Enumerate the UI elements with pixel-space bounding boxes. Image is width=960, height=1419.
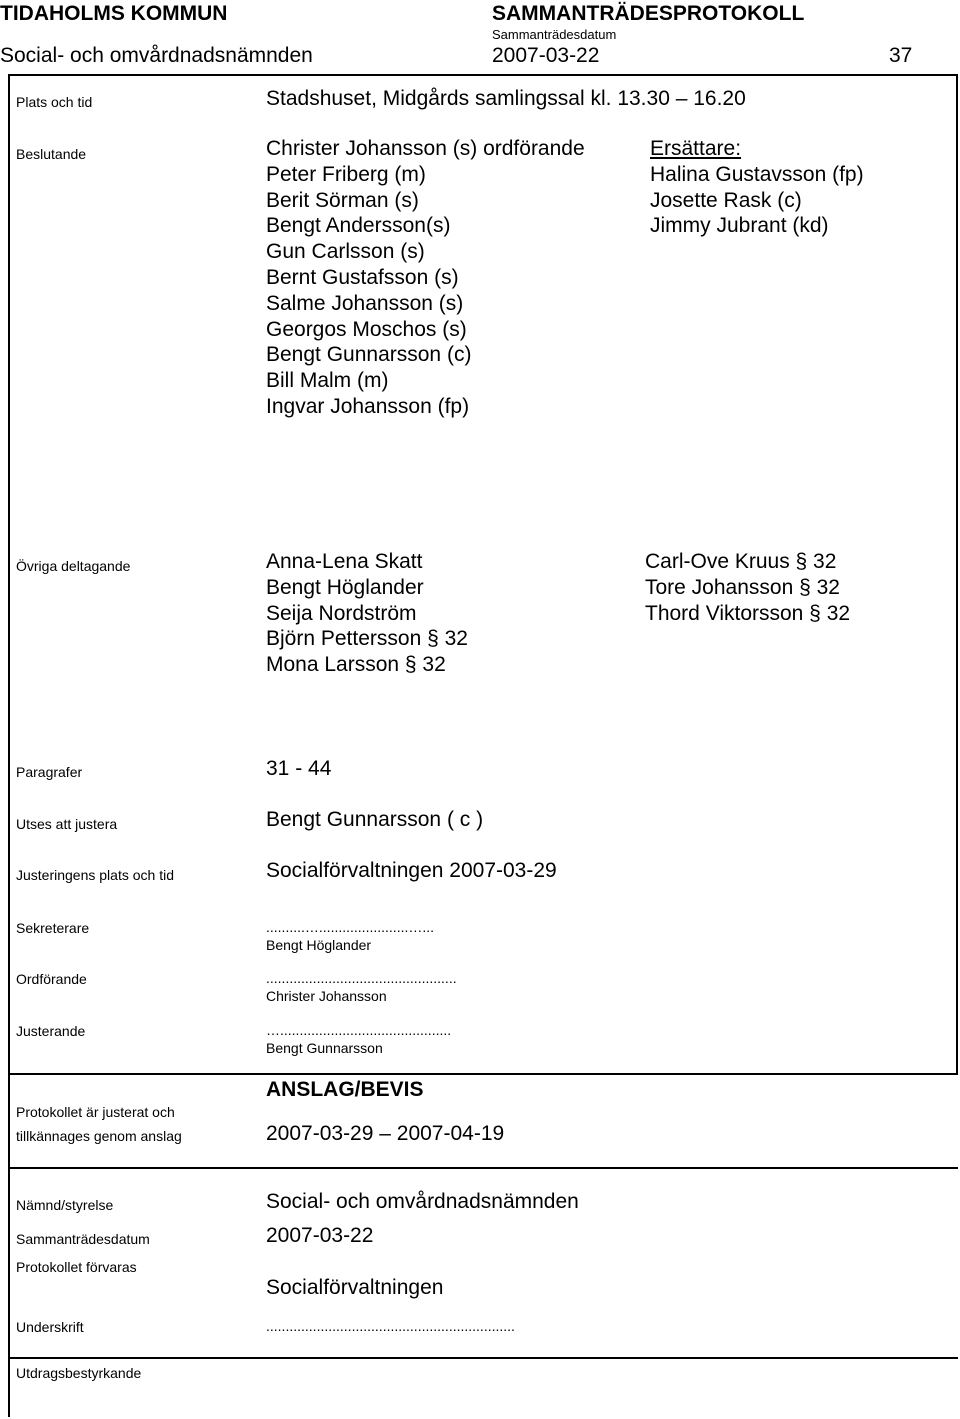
member-item: Salme Johansson (s)	[266, 291, 464, 315]
others-label: Övriga deltagande	[16, 558, 131, 574]
member-item: Berit Sörman (s)	[266, 188, 419, 212]
board-label: Nämnd/styrelse	[16, 1197, 114, 1213]
document-type: SAMMANTRÄDESPROTOKOLL	[492, 2, 805, 25]
board-value: Social- och omvårdnadsnämnden	[266, 1190, 579, 1213]
paragraphs-label: Paragrafer	[16, 764, 83, 780]
substitute-item: Jimmy Jubrant (kd)	[650, 214, 829, 238]
notice-rule	[8, 1073, 958, 1075]
secretary-name: Bengt Höglander	[266, 937, 372, 953]
member-item: Bengt Andersson(s)	[266, 214, 451, 238]
member-item: Bengt Gunnarsson (c)	[266, 343, 472, 367]
chair-label: Ordförande	[16, 971, 87, 987]
participant-item: Seija Nordström	[266, 601, 417, 625]
org-name: TIDAHOLMS KOMMUN	[0, 2, 228, 25]
substitutes-title: Ersättare:	[650, 137, 742, 160]
participant-item: Thord Viktorsson § 32	[645, 601, 851, 625]
deciding-members-list	[266, 136, 585, 420]
member-item: Ingvar Johansson (fp)	[266, 394, 470, 418]
page-number: 37	[889, 44, 913, 67]
committee-name: Social- och omvårdnadsnämnden	[0, 44, 313, 67]
extract-rule	[8, 1167, 958, 1169]
place-value: Stadshuset, Midgårds samlingssal kl. 13.30 – 16.20	[266, 87, 746, 110]
member-item: Bernt Gustafsson (s)	[266, 265, 459, 289]
signature-label: Underskrift	[16, 1319, 84, 1335]
meeting-date: 2007-03-22	[492, 44, 600, 67]
participant-item: Mona Larsson § 32	[266, 653, 446, 677]
adjuster-label: Utses att justera	[16, 816, 118, 832]
member-item: Christer Johansson (s) ordförande	[266, 137, 585, 160]
storage-value: Socialförvaltningen	[266, 1276, 444, 1299]
extract-label: Utdragsbestyrkande	[16, 1365, 142, 1381]
date-label: Sammanträdesdatum	[492, 27, 617, 42]
member-item: Georgos Moschos (s)	[266, 317, 467, 341]
adjuster-sign-name: Bengt Gunnarsson	[266, 1040, 383, 1056]
place-label: Plats och tid	[16, 94, 93, 110]
adjust-place-value: Socialförvaltningen 2007-03-29	[266, 859, 557, 882]
others-col1	[266, 549, 468, 678]
chair-name: Christer Johansson	[266, 988, 387, 1004]
notice-label-line2: tillkännages genom anslag	[16, 1128, 182, 1144]
participant-item: Tore Johansson § 32	[645, 575, 840, 599]
notice-label-line1: Protokollet är justerat och	[16, 1104, 175, 1120]
bottom-rule	[8, 1357, 958, 1359]
chair-signature-line: .................................................	[266, 970, 457, 986]
adjuster-signature-line: …............................................	[266, 1022, 452, 1038]
substitutes-list	[650, 136, 864, 239]
participant-item: Carl-Ove Kruus § 32	[645, 550, 837, 573]
right-rule	[956, 74, 958, 1074]
meeting-date-value: 2007-03-22	[266, 1224, 374, 1247]
member-item: Peter Friberg (m)	[266, 162, 426, 186]
adjuster-sign-label: Justerande	[16, 1023, 86, 1039]
secretary-signature-line: ..........….......................…...	[266, 919, 435, 935]
substitute-item: Josette Rask (c)	[650, 188, 802, 212]
meeting-date-label: Sammanträdesdatum	[16, 1231, 150, 1247]
secretary-label: Sekreterare	[16, 920, 90, 936]
notice-title: ANSLAG/BEVIS	[266, 1078, 424, 1101]
others-col2	[645, 549, 850, 626]
participant-item: Björn Pettersson § 32	[266, 627, 468, 651]
participant-item: Bengt Höglander	[266, 575, 424, 599]
member-item: Gun Carlsson (s)	[266, 240, 425, 264]
left-rule	[8, 74, 10, 1417]
member-item: Bill Malm (m)	[266, 369, 389, 393]
participant-item: Anna-Lena Skatt	[266, 550, 423, 573]
adjust-place-label: Justeringens plats och tid	[16, 867, 174, 883]
substitute-item: Halina Gustavsson (fp)	[650, 162, 864, 186]
storage-label: Protokollet förvaras	[16, 1259, 137, 1275]
top-rule	[8, 74, 958, 76]
deciding-label: Beslutande	[16, 146, 87, 162]
signature-line: ................................................................	[266, 1318, 515, 1334]
adjuster-value: Bengt Gunnarsson ( c )	[266, 808, 484, 831]
paragraphs-value: 31 - 44	[266, 757, 332, 780]
notice-period: 2007-03-29 – 2007-04-19	[266, 1122, 505, 1145]
